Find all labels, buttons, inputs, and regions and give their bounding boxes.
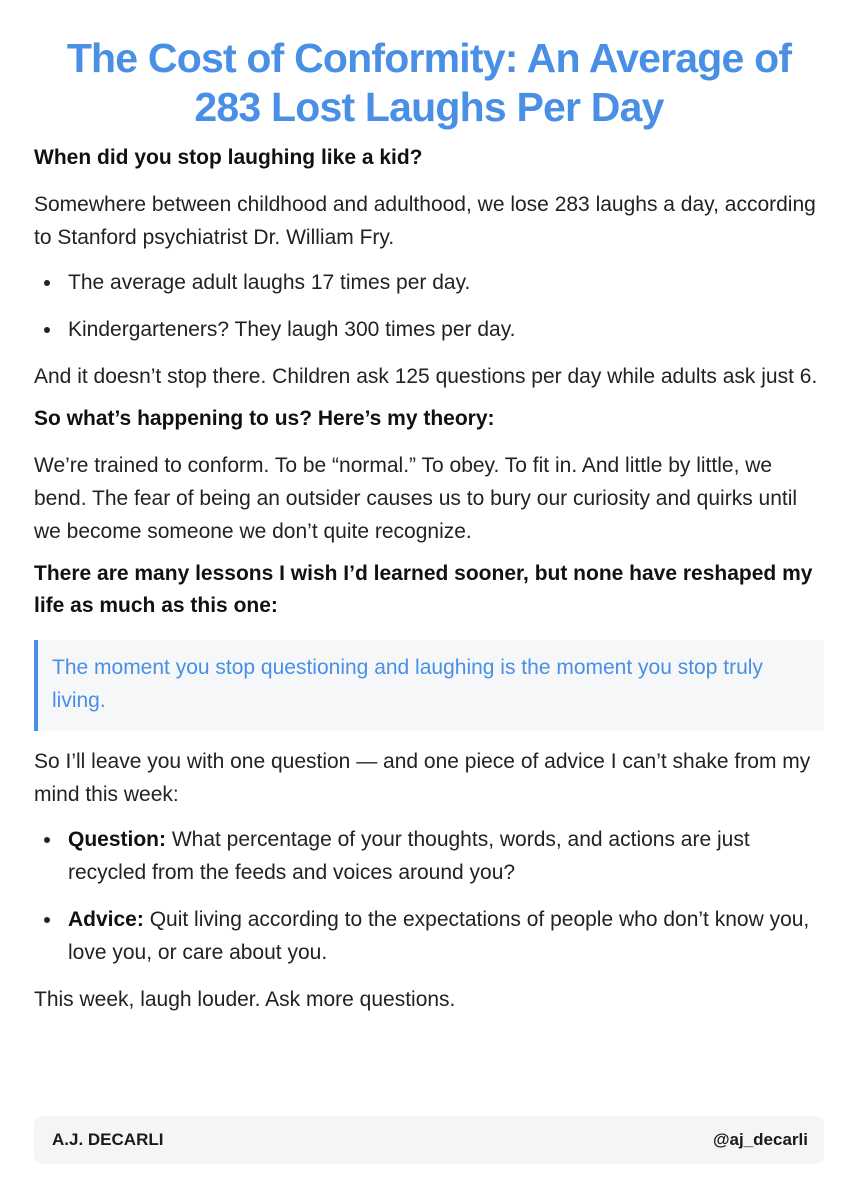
subheading-laughing-kid: When did you stop laughing like a kid? <box>34 146 423 169</box>
list-item-advice <box>68 903 824 969</box>
laugh-stats-list <box>34 266 824 346</box>
question-advice-list <box>34 823 824 969</box>
paragraph-closing: This week, laugh louder. Ask more questions. <box>34 988 456 1011</box>
author-footer <box>34 1116 824 1164</box>
advice-label: Advice: <box>68 908 144 931</box>
subheading-theory: So what’s happening to us? Here’s my theory: <box>34 407 495 430</box>
list-item: The average adult laughs 17 times per day. <box>68 266 824 299</box>
blockquote: The moment you stop questioning and laughing is the moment you stop truly living. <box>34 640 824 731</box>
paragraph-conform: We’re trained to conform. To be “normal.” To obey. To fit in. And little by little, we bend. The fear of being an outsider causes us to bury our curiosity and quirks until we become someone we don’t quite recognize. <box>34 454 798 543</box>
paragraph-leave-question: So I’ll leave you with one question — and one piece of advice I can’t shake from my mind this week: <box>34 750 811 806</box>
list-item: Kindergarteners? They laugh 300 times per day. <box>68 313 824 346</box>
paragraph-lost-laughs: Somewhere between childhood and adulthood, we lose 283 laughs a day, according to Stanford psychiatrist Dr. William Fry. <box>34 193 816 249</box>
question-label: Question: <box>68 828 166 851</box>
paragraph-questions: And it doesn’t stop there. Children ask 125 questions per day while adults ask just 6. <box>34 365 818 388</box>
subheading-lessons: There are many lessons I wish I’d learned sooner, but none have reshaped my life as much as this one: <box>34 562 813 617</box>
author-handle: @aj_decarli <box>712 1130 808 1149</box>
author-name: A.J. DECARLI <box>52 1130 164 1149</box>
article-title: The Cost of Conformity: An Average of 283 Lost Laughs Per Day <box>66 35 792 130</box>
list-item-question <box>68 823 824 889</box>
question-text: What percentage of your thoughts, words, and actions are just recycled from the feeds and voices around you? <box>68 828 750 884</box>
advice-text: Quit living according to the expectations of people who don’t know you, love you, or care about you. <box>68 908 810 964</box>
